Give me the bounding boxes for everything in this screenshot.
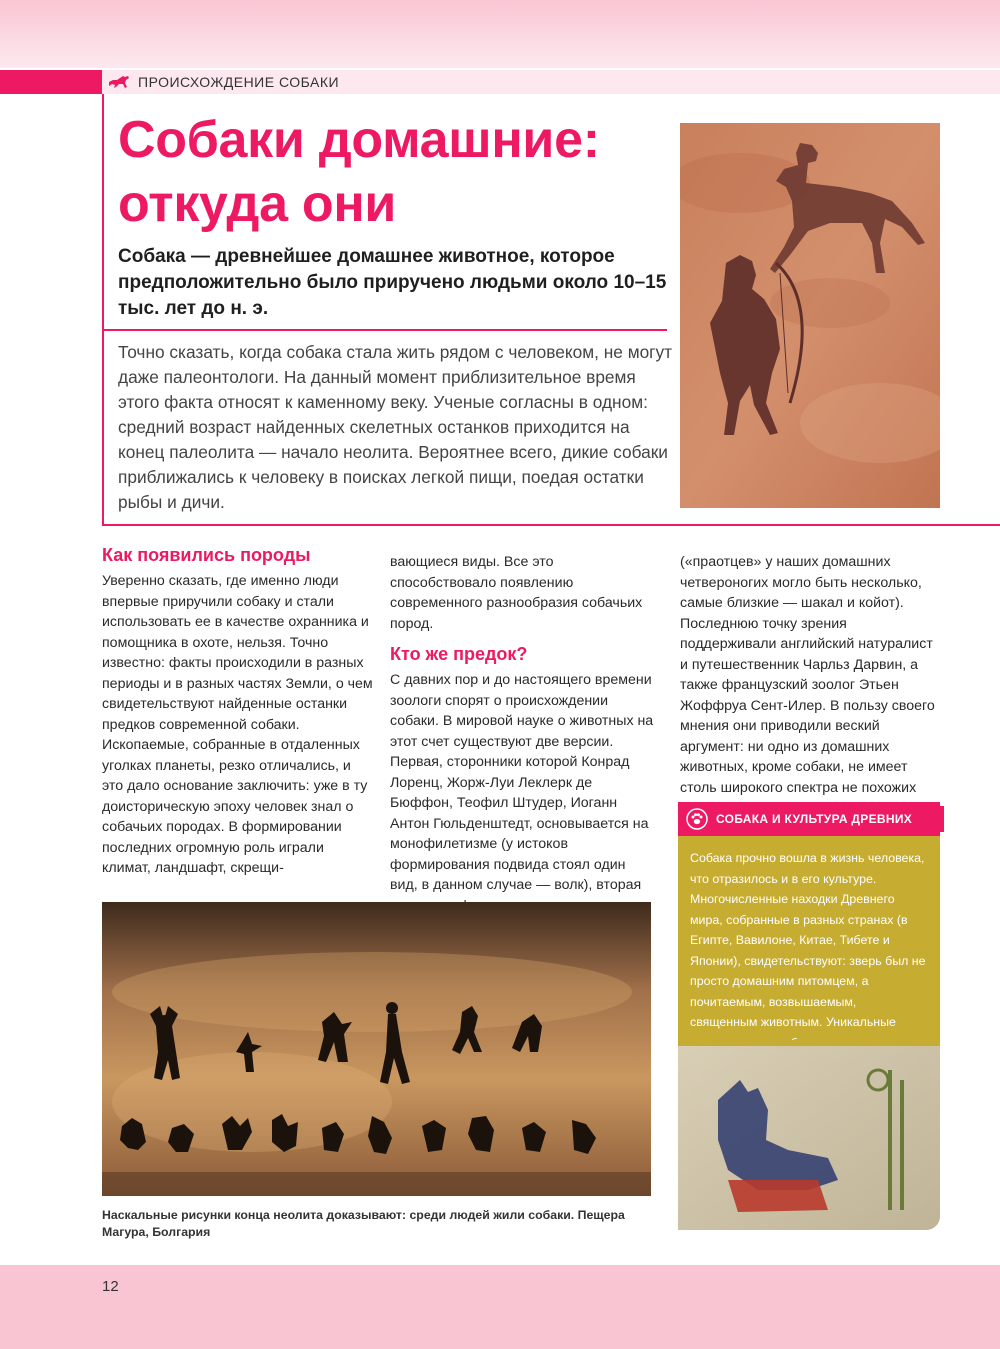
page-title-line2: откуда они	[118, 175, 397, 233]
heading-breeds: Как появились породы	[102, 545, 311, 565]
section-label: ПРОИСХОЖДЕНИЕ СОБАКИ	[138, 74, 340, 90]
egyptian-anubis-relief-image	[678, 1040, 940, 1230]
top-decorative-band	[0, 0, 1000, 68]
frame-line-under-intro	[102, 524, 1000, 526]
page-number: 12	[102, 1278, 119, 1295]
section-header	[102, 70, 1000, 94]
heading-ancestor: Кто же предок?	[390, 644, 528, 664]
paw-icon	[686, 808, 708, 830]
sidebar-header	[678, 802, 940, 836]
photo-caption: Наскальные рисунки конца неолита доказывают: среди людей жили собаки. Пещера Магура, Болгария	[102, 1208, 625, 1239]
column-1	[102, 543, 374, 879]
column-2	[390, 552, 654, 916]
page-title	[118, 108, 678, 236]
col1-paragraph: Уверенно сказать, где именно люди впервые приручили собаку и стали использовать ее в качестве охранника и помощника в охоте, нельзя. Точно известно: факты происходили в разных периоды и в разных частях Земли, о чем свидетельствуют найденные останки предков современной собаки. Ископаемые, собранные в отдаленных уголках планеты, резко отличались, и это дало основание заключить: уже в ту доисторическую эпоху человек знал о собачьих породах. В формировании последних огромную роль играли климат, ландшафт, скрещи-	[102, 573, 373, 876]
sidebar-title: СОБАКА И КУЛЬТУРА ДРЕВНИХ	[716, 812, 913, 826]
lead-paragraph: Собака — древнейшее домашнее животное, которое предположительно было приручено людьми около 10–15 тыс. лет до н. э.	[118, 246, 667, 319]
sidebar-text: Собака прочно вошла в жизнь человека, что отразилось и в его культуре. Многочисленные находки Древнего мира, собранные в разных странах (в Египте, Вавилоне, Китае, Тибете и Японии), свидетельствуют: зверь был не просто домашним питомцем, а почитаемым, возвышаемым, священным животным. Уникальные	[690, 851, 926, 1029]
column-3	[680, 552, 942, 798]
magura-cave-paintings-photo	[102, 902, 651, 1196]
sidebar-box	[678, 802, 940, 1230]
frame-line-vertical	[102, 94, 104, 526]
page-title-line1: Собаки домашние:	[118, 111, 600, 169]
running-dog-icon	[108, 74, 130, 90]
col3-paragraph: («праотцев» у наших домашних четвероногих могло быть несколько, самые близкие — шакал и койот). Последнюю точку зрения поддерживали английский натуралист и путешественник Чарльз Дарвин, а также французский зоолог Этьен Жоффруа Сент-Илер. В пользу своего мнения они приводили веский аргумент: ни одно из домашних животных, кроме собаки, не имеет столь широкого спектра не похожих	[680, 554, 935, 796]
bottom-decorative-band	[0, 1265, 1000, 1349]
col2-paragraph-b: С давних пор и до настоящего времени зоологи спорят о происхождении собаки. В мировой науке о животных на этот счет существуют две версии. Первая, сторонники которой Конрад Лоренц, Жорж-Луи Леклерк де Бюффон, Теофил Штудер, Иоганн Антон Гюльденштедт, основывается на монофилетизме (у истоков формирования подвида стоял один вид, в данном случае — волк), вторая	[390, 672, 654, 893]
rock-art-hunter-dog-photo	[680, 123, 940, 508]
intro-paragraph: Точно сказать, когда собака стала жить рядом с человеком, не могут даже палеонтологи. На данный момент приблизительное время этого факта относят к каменному веку. Ученые согласны в одном: средний возраст найденных скелетных останков приходится на конец палеолита — начало неолита. Вероятнее всего, дикие собаки приближались к человеку в поисках легкой пищи, поедая остатки рыбы и дичи.	[118, 342, 673, 512]
col2-paragraph-a: вающиеся виды. Все это способствовало появлению современного разнообразия собачьих пород.	[390, 554, 643, 632]
frame-line-under-lead	[102, 329, 667, 331]
